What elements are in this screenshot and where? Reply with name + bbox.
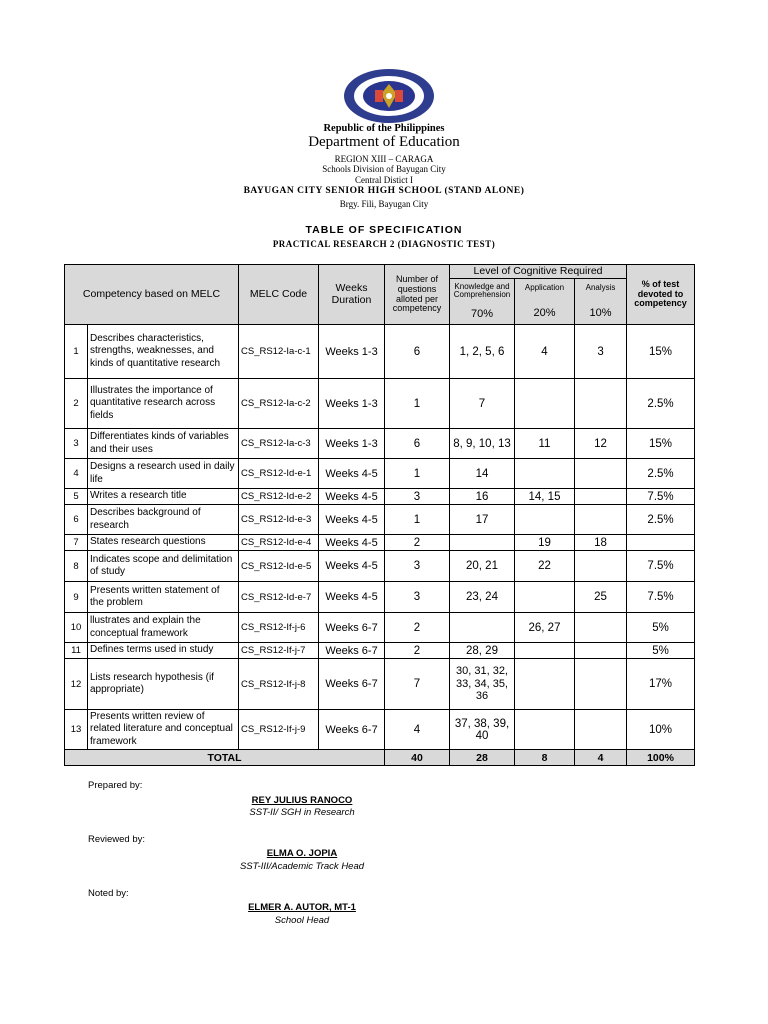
knowledge-cell: 28, 29 [450, 643, 515, 659]
application-cell: 26, 27 [515, 613, 575, 643]
header-knowledge-pct: 70% [470, 308, 494, 321]
weeks-cell: Weeks 1-3 [319, 325, 385, 379]
analysis-cell [575, 489, 627, 505]
questions-cell: 4 [385, 710, 450, 750]
row-number: 10 [65, 613, 88, 643]
percent-cell: 5% [627, 613, 695, 643]
analysis-cell [575, 379, 627, 429]
header-application-pct: 20% [533, 306, 556, 319]
questions-cell: 3 [385, 489, 450, 505]
application-cell [515, 459, 575, 489]
school-address: Brgy. Fili, Bayugan City [339, 199, 429, 209]
region-line: REGION XIII – CARAGA [334, 154, 434, 164]
row-number: 8 [65, 551, 88, 582]
application-cell [515, 505, 575, 535]
application-cell [515, 582, 575, 613]
knowledge-cell: 37, 38, 39, 40 [450, 710, 515, 750]
application-cell: 19 [515, 535, 575, 551]
analysis-cell [575, 551, 627, 582]
table-row [65, 505, 695, 535]
noted-by-position: School Head [274, 915, 330, 926]
weeks-cell: Weeks 1-3 [319, 379, 385, 429]
header-knowledge: Knowledge and Comprehension [453, 281, 511, 300]
row-number: 7 [65, 535, 88, 551]
percent-cell: 2.5% [627, 379, 695, 429]
total-questions: 40 [385, 750, 450, 766]
header-application: Application [524, 283, 565, 293]
weeks-cell: Weeks 4-5 [319, 505, 385, 535]
knowledge-cell: 30, 31, 32, 33, 34, 35, 36 [450, 659, 515, 710]
weeks-cell: Weeks 4-5 [319, 489, 385, 505]
percent-cell: 5% [627, 643, 695, 659]
row-number: 1 [65, 325, 88, 379]
weeks-cell: Weeks 4-5 [319, 582, 385, 613]
weeks-cell: Weeks 6-7 [319, 643, 385, 659]
melc-code-cell: CS_RS12-Id-e-3 [239, 505, 319, 535]
analysis-cell [575, 505, 627, 535]
competency-cell: Writes a research title [88, 489, 239, 505]
application-cell [515, 710, 575, 750]
percent-cell: 7.5% [627, 582, 695, 613]
table-row [65, 613, 695, 643]
analysis-cell [575, 643, 627, 659]
melc-code-cell: CS_RS12-Ia-c-1 [239, 325, 319, 379]
melc-code-cell: CS_RS12-Ia-c-3 [239, 429, 319, 459]
questions-cell: 1 [385, 505, 450, 535]
header-percent: % of test devoted to competency [627, 265, 695, 325]
table-row [65, 489, 695, 505]
analysis-cell [575, 613, 627, 643]
melc-code-cell: CS_RS12-If-j-7 [239, 643, 319, 659]
school-name: BAYUGAN CITY SENIOR HIGH SCHOOL (STAND ALONE) [243, 186, 525, 196]
weeks-cell: Weeks 4-5 [319, 459, 385, 489]
header-analysis: Analysis [585, 283, 616, 293]
row-number: 3 [65, 429, 88, 459]
knowledge-cell [450, 613, 515, 643]
header-knowledge-cell [450, 279, 515, 325]
melc-code-cell: CS_RS12-Id-e-5 [239, 551, 319, 582]
competency-cell: Defines terms used in study [88, 643, 239, 659]
percent-cell [627, 535, 695, 551]
total-label: TOTAL [65, 750, 385, 766]
table-row [65, 582, 695, 613]
application-cell [515, 659, 575, 710]
percent-cell: 7.5% [627, 551, 695, 582]
competency-cell: Presents written review of related literature and conceptual framework [88, 710, 239, 750]
analysis-cell: 25 [575, 582, 627, 613]
district-line: Central Distict I [355, 175, 413, 185]
percent-cell: 15% [627, 429, 695, 459]
table-row [65, 429, 695, 459]
melc-code-cell: CS_RS12-If-j-9 [239, 710, 319, 750]
questions-cell: 6 [385, 325, 450, 379]
weeks-cell: Weeks 6-7 [319, 613, 385, 643]
total-percent: 100% [627, 750, 695, 766]
knowledge-cell: 20, 21 [450, 551, 515, 582]
table-row [65, 325, 695, 379]
document-title: TABLE OF SPECIFICATION [305, 224, 463, 236]
prepared-by-position: SST-II/ SGH in Research [249, 807, 355, 818]
row-number: 11 [65, 643, 88, 659]
knowledge-cell: 17 [450, 505, 515, 535]
header-competency: Competency based on MELC [65, 265, 239, 325]
percent-cell: 2.5% [627, 505, 695, 535]
total-application: 8 [515, 750, 575, 766]
knowledge-cell: 1, 2, 5, 6 [450, 325, 515, 379]
competency-cell: Presents written statement of the problem [88, 582, 239, 613]
knowledge-cell: 8, 9, 10, 13 [450, 429, 515, 459]
header-weeks: Weeks Duration [319, 265, 385, 325]
questions-cell: 2 [385, 535, 450, 551]
knowledge-cell: 23, 24 [450, 582, 515, 613]
knowledge-cell: 7 [450, 379, 515, 429]
weeks-cell: Weeks 6-7 [319, 659, 385, 710]
melc-code-cell: CS_RS12-Id-e-2 [239, 489, 319, 505]
noted-by-name: ELMER A. AUTOR, MT-1 [248, 902, 356, 913]
row-number: 5 [65, 489, 88, 505]
header-questions: Number of questions alloted per competency [385, 265, 450, 325]
reviewed-by-name: ELMA O. JOPIA [266, 848, 338, 859]
division-line: Schools Division of Bayugan City [322, 164, 446, 174]
application-cell [515, 643, 575, 659]
percent-cell: 2.5% [627, 459, 695, 489]
weeks-cell: Weeks 1-3 [319, 429, 385, 459]
deped-seal [342, 68, 436, 124]
analysis-cell: 18 [575, 535, 627, 551]
melc-code-cell: CS_RS12-If-j-6 [239, 613, 319, 643]
table-row [65, 535, 695, 551]
questions-cell: 2 [385, 643, 450, 659]
competency-cell: Indicates scope and delimitation of study [88, 551, 239, 582]
competency-cell: Describes characteristics, strengths, weaknesses, and kinds of quantitative research [88, 325, 239, 379]
competency-cell: Differentiates kinds of variables and their uses [88, 429, 239, 459]
questions-cell: 3 [385, 551, 450, 582]
header-analysis-cell [575, 279, 627, 325]
prepared-by-label: Prepared by: [88, 780, 143, 791]
application-cell: 11 [515, 429, 575, 459]
table-of-specification [64, 264, 695, 766]
total-analysis: 4 [575, 750, 627, 766]
competency-cell: States research questions [88, 535, 239, 551]
questions-cell: 1 [385, 379, 450, 429]
weeks-cell: Weeks 4-5 [319, 551, 385, 582]
table-row [65, 459, 695, 489]
row-number: 13 [65, 710, 88, 750]
melc-code-cell: CS_RS12-If-j-8 [239, 659, 319, 710]
analysis-cell [575, 710, 627, 750]
prepared-by-name: REY JULIUS RANOCO [251, 795, 353, 806]
seal-logo-icon [344, 69, 434, 123]
percent-cell: 15% [627, 325, 695, 379]
row-number: 12 [65, 659, 88, 710]
row-number: 9 [65, 582, 88, 613]
knowledge-cell: 16 [450, 489, 515, 505]
analysis-cell: 3 [575, 325, 627, 379]
table-row [65, 379, 695, 429]
melc-code-cell: CS_RS12-Id-e-4 [239, 535, 319, 551]
noted-by-label: Noted by: [88, 888, 129, 899]
analysis-cell [575, 459, 627, 489]
questions-cell: 7 [385, 659, 450, 710]
total-row [65, 750, 695, 766]
table-row [65, 551, 695, 582]
questions-cell: 2 [385, 613, 450, 643]
row-number: 2 [65, 379, 88, 429]
table-row [65, 643, 695, 659]
melc-code-cell: CS_RS12-Id-e-7 [239, 582, 319, 613]
questions-cell: 1 [385, 459, 450, 489]
header-application-cell [515, 279, 575, 325]
reviewed-by-position: SST-III/Academic Track Head [239, 861, 365, 872]
row-number: 4 [65, 459, 88, 489]
application-cell: 4 [515, 325, 575, 379]
melc-code-cell: CS_RS12-Ia-c-2 [239, 379, 319, 429]
row-number: 6 [65, 505, 88, 535]
knowledge-cell [450, 535, 515, 551]
header-analysis-pct: 10% [589, 306, 612, 319]
questions-cell: 3 [385, 582, 450, 613]
percent-cell: 10% [627, 710, 695, 750]
header-cognitive-level: Level of Cognitive Required [450, 265, 627, 279]
application-cell: 22 [515, 551, 575, 582]
application-cell: 14, 15 [515, 489, 575, 505]
document-subtitle: PRACTICAL RESEARCH 2 (DIAGNOSTIC TEST) [272, 239, 496, 249]
application-cell [515, 379, 575, 429]
melc-code-cell: CS_RS12-Id-e-1 [239, 459, 319, 489]
republic-line: Republic of the Philippines [323, 123, 445, 134]
reviewed-by-label: Reviewed by: [88, 834, 146, 845]
competency-cell: Illustrates the importance of quantitative research across fields [88, 379, 239, 429]
analysis-cell: 12 [575, 429, 627, 459]
competency-cell: Designs a research used in daily life [88, 459, 239, 489]
percent-cell: 7.5% [627, 489, 695, 505]
analysis-cell [575, 659, 627, 710]
questions-cell: 6 [385, 429, 450, 459]
competency-cell: Describes background of research [88, 505, 239, 535]
weeks-cell: Weeks 6-7 [319, 710, 385, 750]
percent-cell: 17% [627, 659, 695, 710]
competency-cell: Lists research hypothesis (if appropriate) [88, 659, 239, 710]
table-row [65, 659, 695, 710]
header-melc-code: MELC Code [239, 265, 319, 325]
table-row [65, 710, 695, 750]
weeks-cell: Weeks 4-5 [319, 535, 385, 551]
department-title: Department of Education [308, 134, 460, 150]
competency-cell: llustrates and explain the conceptual framework [88, 613, 239, 643]
total-knowledge: 28 [450, 750, 515, 766]
knowledge-cell: 14 [450, 459, 515, 489]
